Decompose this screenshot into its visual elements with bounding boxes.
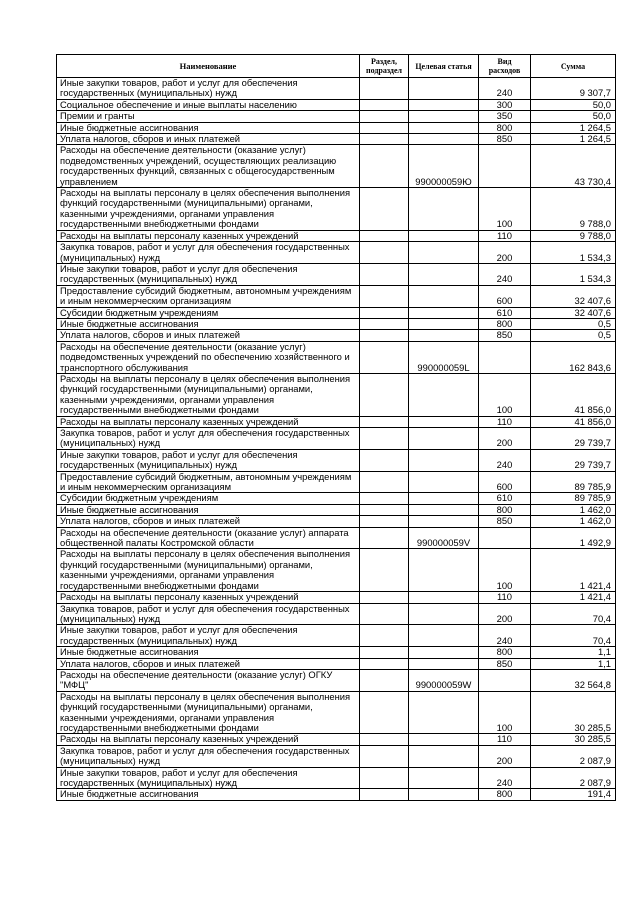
row-target-cell — [409, 504, 479, 515]
row-name-cell: Расходы на выплаты персоналу в целях обеспечения выполнения функций государственными (муниципальными) органами, казенными учреждениями, органами управления государственными внебюджетными фондами — [57, 373, 360, 416]
row-section-cell — [360, 516, 409, 527]
row-kind-cell — [479, 145, 531, 188]
row-section-cell — [360, 647, 409, 658]
row-section-cell — [360, 504, 409, 515]
row-sum-cell: 43 730,4 — [531, 145, 616, 188]
row-kind-cell: 240 — [479, 625, 531, 647]
table-row — [57, 307, 616, 318]
row-name-cell: Закупка товаров, работ и услуг для обеспечения государственных (муниципальных) нужд — [57, 428, 360, 450]
row-target-cell — [409, 493, 479, 504]
row-kind-cell: 240 — [479, 449, 531, 471]
row-kind-cell: 100 — [479, 373, 531, 416]
row-sum-cell: 9 788,0 — [531, 188, 616, 231]
row-section-cell — [360, 669, 409, 691]
row-section-cell — [360, 745, 409, 767]
row-section-cell — [360, 242, 409, 264]
row-section-cell — [360, 493, 409, 504]
row-name-cell: Социальное обеспечение и иные выплаты населению — [57, 99, 360, 110]
row-target-cell — [409, 592, 479, 603]
row-sum-cell: 70,4 — [531, 603, 616, 625]
row-kind-cell: 850 — [479, 516, 531, 527]
row-name-cell: Иные закупки товаров, работ и услуг для обеспечения государственных (муниципальных) нужд — [57, 625, 360, 647]
row-target-cell — [409, 99, 479, 110]
row-section-cell — [360, 527, 409, 549]
row-sum-cell: 89 785,9 — [531, 471, 616, 493]
row-sum-cell: 0,5 — [531, 330, 616, 341]
row-target-cell: 990000059L — [409, 341, 479, 373]
row-sum-cell: 32 407,6 — [531, 285, 616, 307]
row-section-cell — [360, 78, 409, 100]
row-sum-cell: 1 462,0 — [531, 516, 616, 527]
table-row — [57, 373, 616, 416]
row-kind-cell: 200 — [479, 428, 531, 450]
row-target-cell — [409, 625, 479, 647]
row-sum-cell: 1 421,4 — [531, 592, 616, 603]
row-name-cell: Уплата налогов, сборов и иных платежей — [57, 658, 360, 669]
row-name-cell: Иные бюджетные ассигнования — [57, 318, 360, 329]
row-section-cell — [360, 285, 409, 307]
row-kind-cell: 300 — [479, 99, 531, 110]
row-sum-cell: 9 788,0 — [531, 230, 616, 241]
row-kind-cell: 800 — [479, 318, 531, 329]
budget-table — [56, 54, 616, 801]
row-name-cell: Иные закупки товаров, работ и услуг для обеспечения государственных (муниципальных) нужд — [57, 78, 360, 100]
table-row — [57, 449, 616, 471]
table-row — [57, 549, 616, 592]
row-name-cell: Расходы на обеспечение деятельности (оказание услуг) ОГКУ "МФЦ" — [57, 669, 360, 691]
row-name-cell: Субсидии бюджетным учреждениям — [57, 493, 360, 504]
row-target-cell — [409, 647, 479, 658]
row-section-cell — [360, 134, 409, 145]
row-name-cell: Закупка товаров, работ и услуг для обеспечения государственных (муниципальных) нужд — [57, 242, 360, 264]
row-target-cell — [409, 691, 479, 734]
row-target-cell — [409, 745, 479, 767]
row-sum-cell: 70,4 — [531, 625, 616, 647]
row-name-cell: Расходы на выплаты персоналу казенных учреждений — [57, 592, 360, 603]
row-name-cell: Уплата налогов, сборов и иных платежей — [57, 134, 360, 145]
row-target-cell — [409, 767, 479, 789]
row-name-cell: Расходы на выплаты персоналу в целях обеспечения выполнения функций государственными (муниципальными) органами, казенными учреждениями, органами управления государственными внебюджетными фондами — [57, 691, 360, 734]
table-row — [57, 416, 616, 427]
table-row — [57, 134, 616, 145]
row-kind-cell: 610 — [479, 493, 531, 504]
row-kind-cell: 200 — [479, 745, 531, 767]
row-sum-cell: 89 785,9 — [531, 493, 616, 504]
row-section-cell — [360, 230, 409, 241]
row-sum-cell: 1 462,0 — [531, 504, 616, 515]
row-target-cell — [409, 549, 479, 592]
row-name-cell: Иные бюджетные ассигнования — [57, 122, 360, 133]
row-target-cell — [409, 373, 479, 416]
table-row — [57, 230, 616, 241]
row-target-cell — [409, 428, 479, 450]
row-name-cell: Иные бюджетные ассигнования — [57, 647, 360, 658]
row-section-cell — [360, 734, 409, 745]
row-section-cell — [360, 341, 409, 373]
row-section-cell — [360, 330, 409, 341]
row-target-cell — [409, 734, 479, 745]
row-section-cell — [360, 691, 409, 734]
row-target-cell — [409, 318, 479, 329]
row-target-cell — [409, 188, 479, 231]
row-name-cell: Субсидии бюджетным учреждениям — [57, 307, 360, 318]
row-kind-cell: 610 — [479, 307, 531, 318]
row-kind-cell — [479, 527, 531, 549]
table-row — [57, 625, 616, 647]
table-row — [57, 734, 616, 745]
row-name-cell: Расходы на выплаты персоналу в целях обеспечения выполнения функций государственными (муниципальными) органами, казенными учреждениями, органами управления государственными внебюджетными фондами — [57, 188, 360, 231]
row-section-cell — [360, 416, 409, 427]
table-row — [57, 516, 616, 527]
row-section-cell — [360, 789, 409, 800]
row-target-cell — [409, 789, 479, 800]
row-name-cell: Расходы на обеспечение деятельности (оказание услуг) подведомственных учреждений по обеспечению хозяйственного и транспортного обслуживания — [57, 341, 360, 373]
row-sum-cell: 2 087,9 — [531, 745, 616, 767]
row-target-cell — [409, 230, 479, 241]
row-kind-cell: 850 — [479, 134, 531, 145]
row-section-cell — [360, 549, 409, 592]
row-name-cell: Премии и гранты — [57, 111, 360, 122]
row-section-cell — [360, 449, 409, 471]
table-row — [57, 767, 616, 789]
row-name-cell: Иные бюджетные ассигнования — [57, 504, 360, 515]
row-name-cell: Расходы на выплаты персоналу в целях обеспечения выполнения функций государственными (муниципальными) органами, казенными учреждениями, органами управления государственными внебюджетными фондами — [57, 549, 360, 592]
row-name-cell: Расходы на выплаты персоналу казенных учреждений — [57, 230, 360, 241]
row-name-cell: Расходы на выплаты персоналу казенных учреждений — [57, 416, 360, 427]
row-sum-cell: 2 087,9 — [531, 767, 616, 789]
row-sum-cell: 1 534,3 — [531, 263, 616, 285]
row-target-cell — [409, 449, 479, 471]
row-kind-cell: 200 — [479, 603, 531, 625]
row-sum-cell: 1 534,3 — [531, 242, 616, 264]
row-kind-cell: 600 — [479, 285, 531, 307]
table-row — [57, 111, 616, 122]
table-row — [57, 99, 616, 110]
header-section: Раздел, подраздел — [360, 55, 409, 78]
row-kind-cell: 100 — [479, 549, 531, 592]
row-kind-cell: 800 — [479, 647, 531, 658]
row-sum-cell: 9 307,7 — [531, 78, 616, 100]
row-target-cell — [409, 516, 479, 527]
row-kind-cell: 240 — [479, 78, 531, 100]
row-kind-cell: 850 — [479, 658, 531, 669]
row-sum-cell: 29 739,7 — [531, 428, 616, 450]
row-target-cell: 990000059Ю — [409, 145, 479, 188]
row-target-cell — [409, 285, 479, 307]
table-row — [57, 527, 616, 549]
header-target: Целевая статья — [409, 55, 479, 78]
row-section-cell — [360, 318, 409, 329]
table-row — [57, 647, 616, 658]
row-name-cell: Предоставление субсидий бюджетным, автономным учреждениям и иным некоммерческим организациям — [57, 471, 360, 493]
row-name-cell: Уплата налогов, сборов и иных платежей — [57, 330, 360, 341]
row-sum-cell: 1,1 — [531, 658, 616, 669]
row-sum-cell: 50,0 — [531, 99, 616, 110]
row-section-cell — [360, 145, 409, 188]
row-kind-cell: 100 — [479, 691, 531, 734]
table-row — [57, 493, 616, 504]
table-row — [57, 603, 616, 625]
row-target-cell — [409, 122, 479, 133]
row-target-cell — [409, 78, 479, 100]
row-name-cell: Закупка товаров, работ и услуг для обеспечения государственных (муниципальных) нужд — [57, 745, 360, 767]
row-section-cell — [360, 263, 409, 285]
row-section-cell — [360, 428, 409, 450]
row-kind-cell — [479, 669, 531, 691]
row-sum-cell: 29 739,7 — [531, 449, 616, 471]
row-target-cell — [409, 111, 479, 122]
table-row — [57, 285, 616, 307]
row-target-cell — [409, 307, 479, 318]
row-name-cell: Расходы на выплаты персоналу казенных учреждений — [57, 734, 360, 745]
row-sum-cell: 1,1 — [531, 647, 616, 658]
row-sum-cell: 1 492,9 — [531, 527, 616, 549]
row-kind-cell: 350 — [479, 111, 531, 122]
row-name-cell: Закупка товаров, работ и услуг для обеспечения государственных (муниципальных) нужд — [57, 603, 360, 625]
table-body — [57, 78, 616, 801]
table-row — [57, 341, 616, 373]
header-sum: Сумма — [531, 55, 616, 78]
row-name-cell: Иные закупки товаров, работ и услуг для обеспечения государственных (муниципальных) нужд — [57, 449, 360, 471]
table-row — [57, 669, 616, 691]
row-section-cell — [360, 307, 409, 318]
table-row — [57, 145, 616, 188]
row-kind-cell: 800 — [479, 789, 531, 800]
table-row — [57, 504, 616, 515]
header-name: Наименование — [57, 55, 360, 78]
table-row — [57, 658, 616, 669]
row-kind-cell: 200 — [479, 242, 531, 264]
row-kind-cell: 850 — [479, 330, 531, 341]
row-section-cell — [360, 373, 409, 416]
row-section-cell — [360, 603, 409, 625]
row-sum-cell: 41 856,0 — [531, 373, 616, 416]
row-sum-cell: 1 264,5 — [531, 134, 616, 145]
row-sum-cell: 41 856,0 — [531, 416, 616, 427]
row-target-cell — [409, 603, 479, 625]
table-row — [57, 789, 616, 800]
table-row — [57, 745, 616, 767]
row-kind-cell: 600 — [479, 471, 531, 493]
row-section-cell — [360, 111, 409, 122]
table-row — [57, 428, 616, 450]
table-row — [57, 78, 616, 100]
table-row — [57, 330, 616, 341]
header-kind: Вид расходов — [479, 55, 531, 78]
row-name-cell: Предоставление субсидий бюджетным, автономным учреждениям и иным некоммерческим организациям — [57, 285, 360, 307]
row-kind-cell: 800 — [479, 122, 531, 133]
row-section-cell — [360, 99, 409, 110]
row-target-cell — [409, 330, 479, 341]
row-section-cell — [360, 592, 409, 603]
row-section-cell — [360, 122, 409, 133]
table-row — [57, 592, 616, 603]
row-name-cell: Уплата налогов, сборов и иных платежей — [57, 516, 360, 527]
row-sum-cell: 50,0 — [531, 111, 616, 122]
row-kind-cell: 100 — [479, 188, 531, 231]
row-target-cell — [409, 658, 479, 669]
row-name-cell: Иные закупки товаров, работ и услуг для обеспечения государственных (муниципальных) нужд — [57, 767, 360, 789]
row-sum-cell: 32 564,8 — [531, 669, 616, 691]
row-target-cell — [409, 471, 479, 493]
table-row — [57, 122, 616, 133]
row-section-cell — [360, 625, 409, 647]
row-sum-cell: 32 407,6 — [531, 307, 616, 318]
row-sum-cell: 30 285,5 — [531, 691, 616, 734]
table-row — [57, 691, 616, 734]
row-sum-cell: 0,5 — [531, 318, 616, 329]
row-kind-cell: 240 — [479, 263, 531, 285]
row-kind-cell: 110 — [479, 230, 531, 241]
table-header — [57, 55, 616, 78]
document-page — [56, 54, 615, 801]
row-kind-cell — [479, 341, 531, 373]
row-section-cell — [360, 471, 409, 493]
row-target-cell — [409, 263, 479, 285]
row-name-cell: Расходы на обеспечение деятельности (оказание услуг) подведомственных учреждений, осуществляющих реализацию государственных функций, связанных с общегосударственным управлением — [57, 145, 360, 188]
table-row — [57, 471, 616, 493]
row-kind-cell: 110 — [479, 416, 531, 427]
row-kind-cell: 800 — [479, 504, 531, 515]
row-sum-cell: 30 285,5 — [531, 734, 616, 745]
row-target-cell — [409, 134, 479, 145]
table-row — [57, 318, 616, 329]
row-kind-cell: 240 — [479, 767, 531, 789]
row-name-cell: Иные бюджетные ассигнования — [57, 789, 360, 800]
row-section-cell — [360, 658, 409, 669]
row-target-cell — [409, 416, 479, 427]
row-kind-cell: 110 — [479, 734, 531, 745]
row-sum-cell: 162 843,6 — [531, 341, 616, 373]
row-kind-cell: 110 — [479, 592, 531, 603]
row-name-cell: Иные закупки товаров, работ и услуг для обеспечения государственных (муниципальных) нужд — [57, 263, 360, 285]
row-target-cell — [409, 242, 479, 264]
table-row — [57, 242, 616, 264]
row-sum-cell: 191,4 — [531, 789, 616, 800]
row-target-cell: 990000059V — [409, 527, 479, 549]
header-row — [57, 55, 616, 78]
row-target-cell: 990000059W — [409, 669, 479, 691]
table-row — [57, 188, 616, 231]
row-name-cell: Расходы на обеспечение деятельности (оказание услуг) аппарата общественной палаты Костромской области — [57, 527, 360, 549]
row-sum-cell: 1 264,5 — [531, 122, 616, 133]
row-section-cell — [360, 767, 409, 789]
row-sum-cell: 1 421,4 — [531, 549, 616, 592]
table-row — [57, 263, 616, 285]
row-section-cell — [360, 188, 409, 231]
